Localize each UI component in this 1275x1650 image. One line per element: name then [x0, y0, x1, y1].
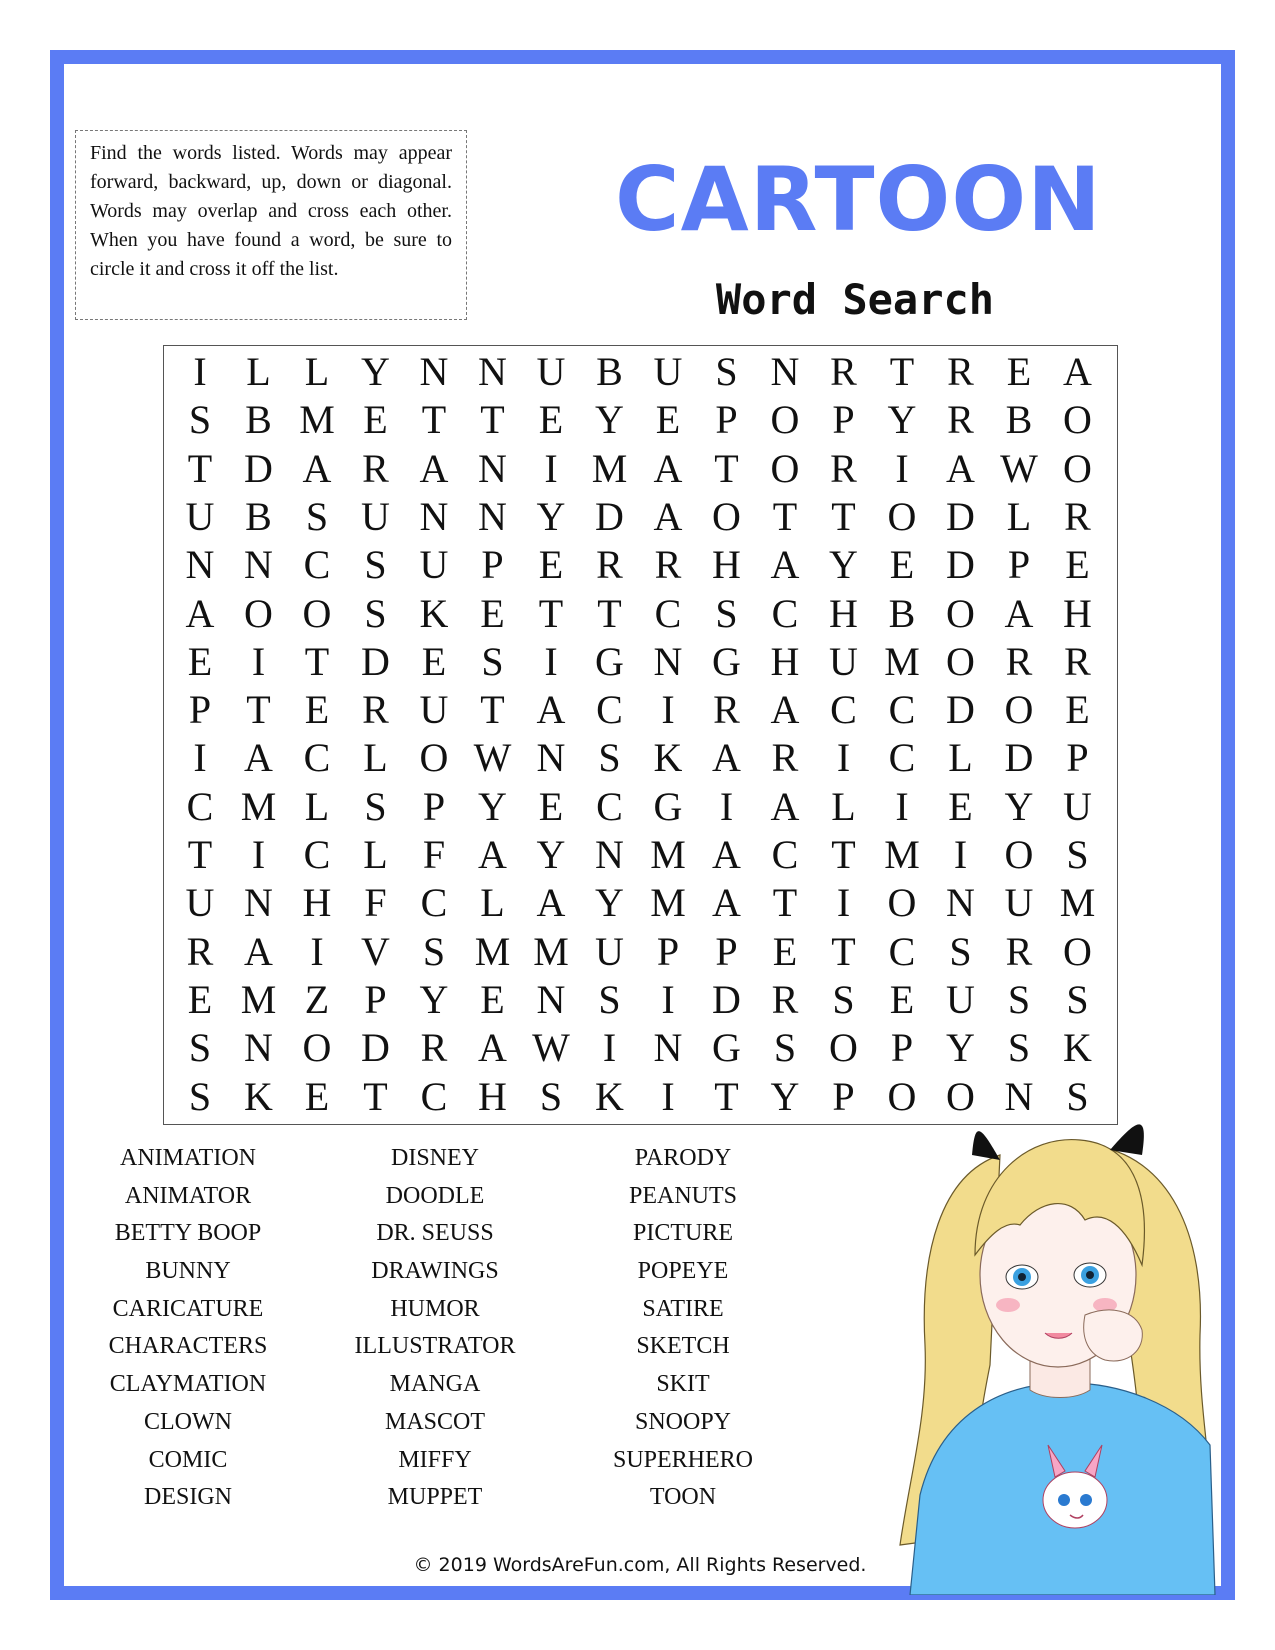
page-subtitle: Word Search [715, 275, 995, 324]
grid-letter: L [246, 349, 271, 394]
grid-letter: H [1063, 590, 1092, 636]
grid-letter: K [419, 590, 449, 636]
grid-letter: A [653, 493, 683, 539]
grid-letter: C [654, 590, 682, 636]
grid-letter: A [185, 590, 215, 636]
grid-letter: M [1059, 880, 1096, 926]
grid-letter: Y [361, 349, 390, 394]
grid-letter: Y [478, 783, 507, 829]
grid-letter: I [544, 445, 558, 491]
word-list-item: DOODLE [385, 1182, 485, 1209]
grid-letter: R [654, 542, 682, 588]
word-list-column-3 [573, 1140, 793, 1517]
grid-letter: E [538, 542, 564, 588]
grid-letter: C [303, 542, 331, 588]
grid-letter: Y [1004, 783, 1034, 829]
word-search-grid [163, 345, 1118, 1125]
grid-letter: F [364, 880, 387, 926]
grid-letter: W [1000, 445, 1038, 491]
grid-letter: T [538, 590, 564, 636]
grid-letter: D [595, 493, 624, 539]
word-list-item: ILLUSTRATOR [354, 1333, 516, 1360]
grid-letter: S [188, 1073, 212, 1119]
grid-letter: A [770, 542, 800, 588]
grid-letter: R [713, 687, 740, 733]
grid-letter: H [478, 1073, 507, 1119]
grid-letter: O [244, 590, 273, 636]
grid-letter: E [304, 1073, 330, 1119]
grid-letter: S [1066, 832, 1089, 877]
grid-letter: L [363, 832, 388, 877]
grid-letter: C [303, 735, 331, 781]
grid-letter: E [187, 976, 213, 1022]
grid-letter: P [890, 1025, 914, 1071]
grid-letter: P [481, 542, 504, 588]
grid-letter: P [715, 397, 738, 443]
grid-letter: S [364, 783, 387, 829]
grid-letter: O [946, 1073, 975, 1119]
grid-letter: E [304, 687, 330, 733]
grid-letter: U [1063, 783, 1092, 829]
word-list-item: BETTY BOOP [114, 1220, 262, 1247]
grid-letter: T [363, 1073, 388, 1119]
grid-letter: C [420, 1073, 448, 1119]
grid-letter: C [771, 832, 799, 877]
grid-letter: A [536, 687, 566, 733]
word-list-item: SATIRE [642, 1295, 724, 1322]
grid-letter: O [712, 493, 741, 539]
grid-letter: Y [770, 1073, 800, 1119]
grid-letter: I [193, 349, 207, 394]
grid-letter: U [419, 542, 449, 588]
grid-letter: I [544, 638, 558, 684]
grid-letter: N [244, 880, 273, 926]
grid-letter: N [1004, 1073, 1034, 1119]
grid-letter: D [712, 976, 741, 1022]
grid-letter: L [1006, 493, 1032, 539]
grid-letter: N [653, 1025, 683, 1071]
grid-letter: O [770, 445, 800, 491]
grid-letter: O [302, 1025, 332, 1071]
grid-letter: M [240, 976, 277, 1022]
word-list-item: MIFFY [398, 1446, 472, 1473]
grid-letter: I [719, 783, 734, 829]
grid-letter: T [304, 638, 330, 684]
grid-letter: O [946, 638, 975, 684]
grid-letter: D [1004, 735, 1034, 781]
grid-letter: D [946, 687, 975, 733]
grid-letter: W [473, 735, 512, 781]
word-list-item: SKIT [656, 1371, 710, 1398]
grid-letter: N [244, 542, 273, 588]
grid-letter: M [650, 880, 686, 926]
grid-letter: H [829, 590, 858, 636]
grid-letter: I [836, 880, 851, 926]
grid-letter: A [1004, 590, 1034, 636]
word-list-item: ANIMATOR [124, 1182, 252, 1209]
grid-letter: A [244, 928, 273, 974]
grid-letter: I [661, 1073, 675, 1119]
word-list-item: MUPPET [387, 1484, 483, 1511]
grid-letter: R [1005, 928, 1033, 974]
grid-letter: M [299, 397, 335, 443]
grid-letter: U [946, 976, 975, 1022]
grid-letter: P [832, 397, 855, 443]
grid-letter: C [888, 687, 916, 733]
grid-letter: E [538, 397, 564, 443]
grid-letter: R [771, 735, 799, 781]
grid-letter: S [715, 349, 738, 394]
grid-letter: T [421, 397, 447, 443]
grid-letter: N [419, 349, 449, 394]
grid-letter: N [478, 493, 507, 539]
grid-letter: N [536, 735, 566, 781]
grid-letter: S [422, 928, 446, 974]
grid-letter: C [596, 687, 623, 733]
grid-letter: E [889, 542, 915, 588]
grid-letter: U [185, 880, 215, 926]
grid-letter: R [1064, 638, 1091, 684]
grid-letter: S [598, 735, 621, 781]
grid-letter: R [830, 445, 857, 491]
word-list-item: CHARACTERS [108, 1333, 268, 1360]
grid-letter: D [244, 445, 273, 491]
grid-letter: O [770, 397, 800, 443]
grid-letter: I [193, 735, 207, 781]
word-list-item: DISNEY [391, 1145, 479, 1171]
grid-letter: N [478, 445, 507, 491]
grid-letter: I [895, 445, 909, 491]
grid-letter: B [1005, 397, 1033, 443]
grid-letter: T [480, 397, 505, 443]
grid-letter: E [421, 638, 447, 684]
grid-letter: R [186, 928, 214, 974]
grid-letter: T [480, 687, 505, 733]
grid-letter: K [653, 735, 683, 781]
grid-letter: C [888, 735, 916, 781]
grid-letter: V [361, 928, 390, 974]
grid-letter: A [946, 445, 975, 491]
grid-letter: L [480, 880, 505, 926]
grid-letter: G [712, 1025, 741, 1071]
grid-letter: I [310, 928, 324, 974]
word-list-item: MASCOT [384, 1408, 486, 1435]
word-list-item: CLOWN [144, 1408, 232, 1435]
grid-letter: U [1004, 880, 1034, 926]
grid-letter: C [830, 687, 857, 733]
grid-letter: U [653, 349, 683, 394]
grid-letter: D [946, 542, 975, 588]
grid-letter: P [422, 783, 446, 829]
grid-letter: E [187, 638, 213, 684]
word-list-item: POPEYE [637, 1258, 729, 1285]
grid-letter: Z [304, 976, 330, 1022]
grid-letter: P [364, 976, 387, 1022]
grid-letter: M [884, 638, 920, 684]
grid-letter: N [185, 542, 215, 588]
grid-letter: A [712, 735, 741, 781]
grid-letter: A [712, 880, 741, 926]
grid-letter: O [419, 735, 449, 781]
grid-letter: K [244, 1073, 273, 1119]
grid-letter: S [598, 976, 621, 1022]
grid-letter: C [186, 783, 214, 829]
word-list-item: CARICATURE [112, 1295, 264, 1322]
grid-letter: S [832, 976, 855, 1022]
grid-letter: S [715, 590, 738, 636]
grid-letter: B [888, 590, 916, 636]
grid-letter: O [1063, 397, 1092, 443]
word-list-column-2 [325, 1140, 545, 1517]
grid-letter: R [1064, 493, 1091, 539]
grid-letter: U [829, 638, 858, 684]
grid-letter: T [831, 832, 856, 877]
grid-letter: S [1066, 976, 1089, 1022]
grid-letter: N [536, 976, 566, 1022]
grid-letter: M [533, 928, 569, 974]
grid-letter: G [712, 638, 741, 684]
grid-letter: N [595, 832, 624, 877]
grid-letter: L [831, 783, 856, 829]
grid-letter: M [240, 783, 277, 829]
grid-letter: I [661, 976, 675, 1022]
word-list-item: CLAYMATION [109, 1371, 267, 1398]
grid-letter: E [948, 783, 973, 829]
grid-letter: R [1005, 638, 1033, 684]
grid-letter: O [887, 880, 917, 926]
copyright-notice: © 2019 WordsAreFun.com, All Rights Reserved. [413, 1554, 867, 1576]
grid-letter: E [480, 590, 505, 636]
grid-letter: E [363, 397, 388, 443]
grid-letter: Y [946, 1025, 975, 1071]
grid-letter: A [302, 445, 332, 491]
grid-letter: R [947, 397, 974, 443]
grid-letter: G [653, 783, 683, 829]
grid-letter: O [1004, 832, 1034, 877]
grid-letter: L [948, 735, 973, 781]
word-list-item: SNOOPY [634, 1408, 732, 1435]
grid-letter: O [1063, 445, 1092, 491]
grid-letter: R [947, 349, 974, 394]
grid-letter: T [187, 445, 213, 491]
grid-letter: U [419, 687, 449, 733]
cartoon-girl-illustration [880, 1115, 1220, 1595]
grid-letter: N [653, 638, 683, 684]
grid-letter: A [770, 783, 800, 829]
grid-letter: I [836, 735, 851, 781]
grid-letter: P [832, 1073, 855, 1119]
grid-letter: N [419, 493, 449, 539]
grid-letter: S [188, 1025, 212, 1071]
grid-letter: D [946, 493, 975, 539]
grid-letter: U [536, 349, 566, 394]
grid-letter: R [362, 687, 389, 733]
grid-letter: R [596, 542, 623, 588]
grid-letter: S [305, 493, 329, 539]
grid-letter: I [251, 832, 266, 877]
grid-letter: S [188, 397, 212, 443]
grid-letter: G [595, 638, 624, 684]
word-list-item: PEANUTS [628, 1182, 737, 1209]
grid-letter: E [889, 976, 915, 1022]
grid-letter: S [949, 928, 972, 974]
grid-letter: U [185, 493, 215, 539]
grid-letter: S [1066, 1073, 1089, 1119]
grid-letter: A [419, 445, 449, 491]
word-list-item: DRAWINGS [371, 1258, 499, 1285]
grid-letter: S [481, 638, 504, 684]
grid-letter: A [244, 735, 273, 781]
grid-letter: S [364, 542, 387, 588]
grid-letter: L [304, 783, 330, 829]
grid-letter: O [302, 590, 332, 636]
grid-letter: T [772, 880, 798, 926]
grid-letter: A [712, 832, 741, 877]
grid-letter: I [602, 1025, 617, 1071]
word-list-column-1 [78, 1140, 298, 1517]
grid-letter: E [480, 976, 505, 1022]
grid-letter: O [946, 590, 975, 636]
grid-letter: A [536, 880, 566, 926]
grid-letter: R [362, 445, 389, 491]
grid-letter: I [661, 687, 675, 733]
word-list-item: ANIMATION [120, 1145, 256, 1171]
grid-letter: S [1007, 976, 1031, 1022]
grid-letter: T [772, 493, 798, 539]
grid-letter: T [831, 928, 856, 974]
word-list-item: PARODY [634, 1145, 732, 1171]
grid-letter: O [887, 1073, 917, 1119]
grid-letter: K [1063, 1025, 1092, 1071]
grid-letter: I [895, 783, 909, 829]
grid-letter: T [187, 832, 213, 877]
grid-letter: E [655, 397, 681, 443]
grid-letter: A [653, 445, 683, 491]
grid-letter: D [361, 638, 390, 684]
word-list-item: TOON [649, 1484, 717, 1511]
grid-letter: O [1004, 687, 1034, 733]
grid-letter: L [304, 349, 330, 394]
grid-letter: E [538, 783, 564, 829]
grid-letter: T [714, 1073, 739, 1119]
grid-letter: I [953, 832, 968, 877]
grid-letter: M [884, 832, 920, 877]
grid-letter: A [1063, 349, 1092, 394]
grid-letter: H [770, 638, 800, 684]
grid-letter: B [245, 493, 272, 539]
grid-letter: Y [887, 397, 917, 443]
grid-letter: M [650, 832, 686, 877]
grid-letter: N [946, 880, 975, 926]
grid-letter: Y [595, 397, 624, 443]
grid-letter: R [420, 1025, 448, 1071]
grid-letter: Y [536, 493, 566, 539]
grid-letter: C [303, 832, 331, 877]
grid-letter: L [363, 735, 388, 781]
grid-letter: T [597, 590, 622, 636]
grid-letter: S [773, 1025, 797, 1071]
grid-letter: T [831, 493, 856, 539]
grid-letter: O [829, 1025, 858, 1071]
instructions-box: Find the words listed. Words may appear forward, backward, up, down or diagonal. Words may overlap and cross each other. When you have found a word, be sure to circle it and cross it off the list. [75, 130, 467, 320]
grid-letter: S [364, 590, 387, 636]
word-list-item: COMIC [148, 1446, 228, 1473]
grid-letter: I [251, 638, 266, 684]
grid-letter: F [422, 832, 446, 877]
grid-letter: T [246, 687, 271, 733]
grid-letter: P [1007, 542, 1031, 588]
grid-letter: E [1065, 687, 1090, 733]
grid-letter: U [361, 493, 390, 539]
word-list-item: BUNNY [145, 1258, 231, 1285]
grid-letter: U [595, 928, 624, 974]
word-list-item: DESIGN [144, 1484, 232, 1511]
grid-letter: E [1065, 542, 1090, 588]
word-list-item: HUMOR [390, 1295, 480, 1322]
grid-letter: Y [536, 832, 566, 877]
grid-letter: C [420, 880, 448, 926]
grid-letter: Y [829, 542, 858, 588]
grid-letter: A [478, 832, 507, 877]
grid-letter: M [591, 445, 628, 491]
grid-letter: Y [419, 976, 449, 1022]
word-list-item: SKETCH [636, 1333, 730, 1360]
grid-letter: C [888, 928, 916, 974]
grid-letter: P [656, 928, 680, 974]
grid-letter: T [714, 445, 739, 491]
grid-letter: T [889, 349, 915, 394]
grid-letter: O [887, 493, 917, 539]
word-list-item: MANGA [389, 1371, 481, 1398]
grid-letter: S [1007, 1025, 1031, 1071]
grid-letter: M [474, 928, 511, 974]
word-list-item: SUPERHERO [612, 1446, 754, 1473]
grid-letter: H [712, 542, 741, 588]
page-title: CARTOON [615, 148, 1102, 251]
grid-letter: R [830, 349, 857, 394]
grid-letter: P [1066, 735, 1089, 781]
grid-letter: R [771, 976, 799, 1022]
grid-letter: N [244, 1025, 273, 1071]
grid-letter: C [771, 590, 799, 636]
grid-letter: E [772, 928, 798, 974]
grid-letter: K [595, 1073, 624, 1119]
grid-letter: P [188, 687, 212, 733]
grid-letter: S [539, 1073, 563, 1119]
word-list-item: PICTURE [632, 1220, 733, 1247]
grid-letter: W [532, 1025, 570, 1071]
grid-letter: C [596, 783, 623, 829]
word-list-item: DR. SEUSS [376, 1220, 494, 1247]
grid-letter: N [478, 349, 507, 394]
grid-letter: O [1063, 928, 1092, 974]
grid-letter: A [478, 1025, 507, 1071]
grid-letter: E [1006, 349, 1032, 394]
grid-letter: A [770, 687, 800, 733]
grid-letter: Y [595, 880, 624, 926]
grid-letter: D [361, 1025, 390, 1071]
grid-letter: N [770, 349, 800, 394]
grid-letter: H [302, 880, 332, 926]
grid-letter: P [715, 928, 738, 974]
grid-letter: B [596, 349, 623, 394]
grid-letter: B [245, 397, 272, 443]
